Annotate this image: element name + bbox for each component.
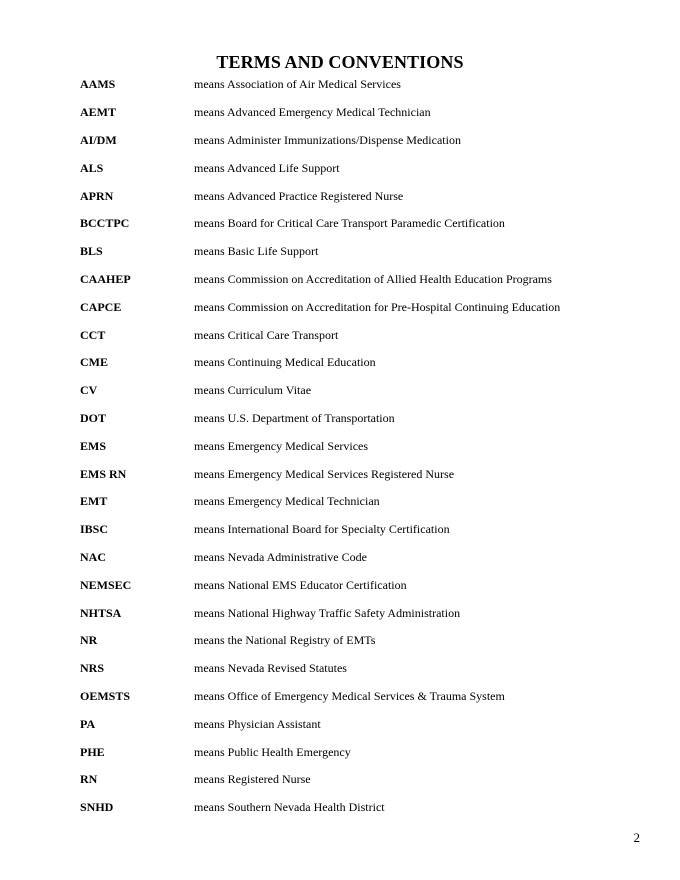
term-abbreviation: NAC [80,549,106,564]
term-abbreviation: ALS [80,160,104,175]
term-abbreviation: CAAHEP [80,271,131,286]
term-row [80,71,640,99]
term-definition: means National Highway Traffic Safety Administration [194,605,461,620]
term-row [80,710,640,738]
term-row [80,210,640,238]
term-definition: means Southern Nevada Health District [194,800,385,815]
term-definition: means U.S. Department of Transportation [194,410,395,425]
term-abbreviation: DOT [80,410,107,425]
term-definition: means Association of Air Medical Services [194,77,401,92]
term-row [80,377,640,405]
term-definition: means Public Health Emergency [194,744,351,759]
term-row [80,182,640,210]
term-definition: means Commission on Accreditation for Pre-Hospital Continuing Education [194,299,561,314]
term-definition: means Administer Immunizations/Dispense Medication [194,132,461,147]
term-abbreviation: EMT [80,494,108,509]
term-abbreviation: IBSC [80,522,109,537]
term-abbreviation: NHTSA [80,605,122,620]
term-definition: means Nevada Revised Statutes [194,661,347,676]
term-definition: means Emergency Medical Technician [194,494,380,509]
term-row [80,544,640,572]
term-abbreviation: PA [80,716,96,731]
term-row [80,99,640,127]
term-row [80,488,640,516]
term-row [80,266,640,294]
term-abbreviation: AAMS [80,77,116,92]
term-definition: means Registered Nurse [194,772,311,787]
term-definition: means Critical Care Transport [194,327,339,342]
term-row [80,349,640,377]
term-abbreviation: RN [80,772,98,787]
term-definition: means Office of Emergency Medical Services & Trauma System [194,688,505,703]
term-row [80,599,640,627]
term-definition: means National EMS Educator Certification [194,577,407,592]
term-abbreviation: AI/DM [80,132,117,147]
term-abbreviation: EMS RN [80,466,127,481]
term-row [80,238,640,266]
term-definition: means Emergency Medical Services [194,438,369,453]
term-definition: means Continuing Medical Education [194,355,376,370]
term-definition: means International Board for Specialty Certification [194,522,450,537]
term-abbreviation: CV [80,383,98,398]
term-row [80,154,640,182]
term-abbreviation: NEMSEC [80,577,132,592]
term-row [80,432,640,460]
term-abbreviation: OEMSTS [80,688,131,703]
page-number: 2 [633,830,640,845]
term-row [80,683,640,711]
term-definition: means Board for Critical Care Transport Paramedic Certification [194,216,505,231]
term-row [80,738,640,766]
term-abbreviation: CME [80,355,108,370]
term-abbreviation: NRS [80,661,105,676]
term-abbreviation: APRN [80,188,114,203]
term-row [80,655,640,683]
term-abbreviation: BCCTPC [80,216,130,231]
term-row [80,571,640,599]
term-row [80,293,640,321]
terms-list [80,71,640,822]
term-definition: means Nevada Administrative Code [194,549,367,564]
term-row [80,127,640,155]
term-row [80,627,640,655]
term-abbreviation: SNHD [80,800,114,815]
term-definition: means Emergency Medical Services Registered Nurse [194,466,455,481]
term-row [80,405,640,433]
term-abbreviation: BLS [80,244,103,259]
term-row [80,794,640,822]
term-definition: means Commission on Accreditation of Allied Health Education Programs [194,271,552,286]
term-row [80,766,640,794]
term-abbreviation: NR [80,633,98,648]
term-definition: means Advanced Life Support [194,160,340,175]
term-row [80,460,640,488]
term-abbreviation: EMS [80,438,107,453]
page-title: TERMS AND CONVENTIONS [216,52,464,73]
term-definition: means Curriculum Vitae [194,383,312,398]
term-row [80,516,640,544]
term-definition: means Advanced Practice Registered Nurse [194,188,404,203]
term-abbreviation: CAPCE [80,299,122,314]
term-abbreviation: CCT [80,327,106,342]
term-definition: means the National Registry of EMTs [194,633,376,648]
term-abbreviation: PHE [80,744,105,759]
term-row [80,321,640,349]
term-definition: means Advanced Emergency Medical Technician [194,105,431,120]
term-definition: means Physician Assistant [194,716,321,731]
term-definition: means Basic Life Support [194,244,319,259]
term-abbreviation: AEMT [80,105,116,120]
